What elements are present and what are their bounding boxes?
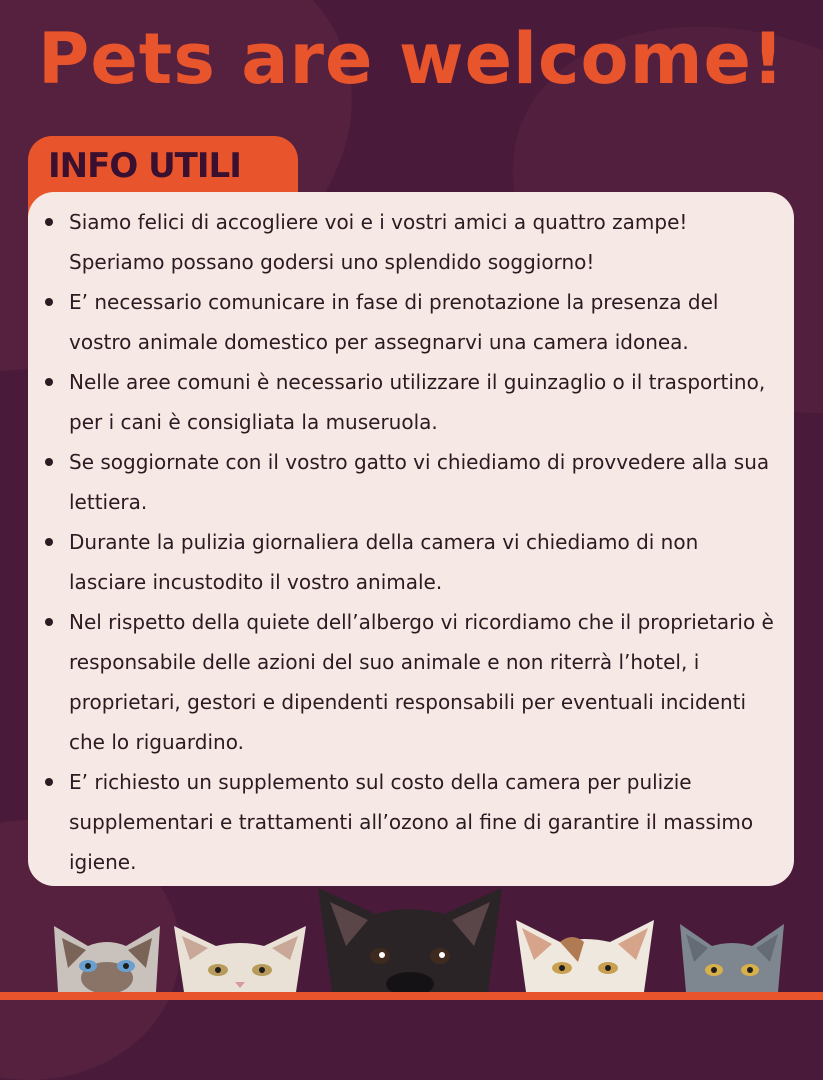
section-tab-label: INFO UTILI [48, 146, 241, 186]
bullet-icon [45, 458, 53, 466]
french-bulldog-icon [312, 880, 508, 992]
siamese-cat-icon [48, 908, 166, 992]
list-item [40, 442, 780, 522]
rule-text: Se soggiornate con il vostro gatto vi chiediamo di provvedere alla sua lettiera. [69, 450, 770, 514]
list-item [40, 362, 780, 442]
grey-cat-icon [676, 912, 788, 992]
list-item [40, 282, 780, 362]
rule-text: Durante la pulizia giornaliera della camera vi chiediamo di non lasciare incustodito il vostro animale. [69, 530, 699, 594]
bullet-icon [45, 218, 53, 226]
rule-text: Nel rispetto della quiete dell’albergo vi ricordiamo che il proprietario è responsabile delle azioni del suo animale e non riterrà l’hotel, i proprietari, gestori e dipendenti responsabili per eventuali incidenti che lo riguardino. [69, 610, 774, 754]
rule-text: Nelle aree comuni è necessario utilizzare il guinzaglio o il trasportino, per i cani è consigliata la museruola. [69, 370, 766, 434]
list-item [40, 522, 780, 602]
page-title: Pets are welcome! [38, 18, 785, 100]
rule-text: E’ necessario comunicare in fase di prenotazione la presenza del vostro animale domestico per assegnarvi una camera idonea. [69, 290, 719, 354]
rule-text: Siamo felici di accogliere voi e i vostri amici a quattro zampe! Speriamo possano godersi uno splendido soggiorno! [69, 210, 688, 274]
calico-kitten-icon [514, 906, 656, 992]
bottom-accent-bar [0, 992, 823, 1000]
bullet-icon [45, 618, 53, 626]
bullet-icon [45, 538, 53, 546]
list-item [40, 202, 780, 282]
bullet-icon [45, 378, 53, 386]
bullet-icon [45, 298, 53, 306]
rules-list [40, 202, 780, 882]
list-item [40, 602, 780, 762]
bullet-icon [45, 778, 53, 786]
pets-row [0, 885, 823, 1000]
rule-text: E’ richiesto un supplemento sul costo della camera per pulizie supplementari e trattamenti all’ozono al fine di garantire il massimo igiene. [69, 770, 754, 874]
cream-kitten-icon [172, 912, 308, 992]
list-item [40, 762, 780, 882]
